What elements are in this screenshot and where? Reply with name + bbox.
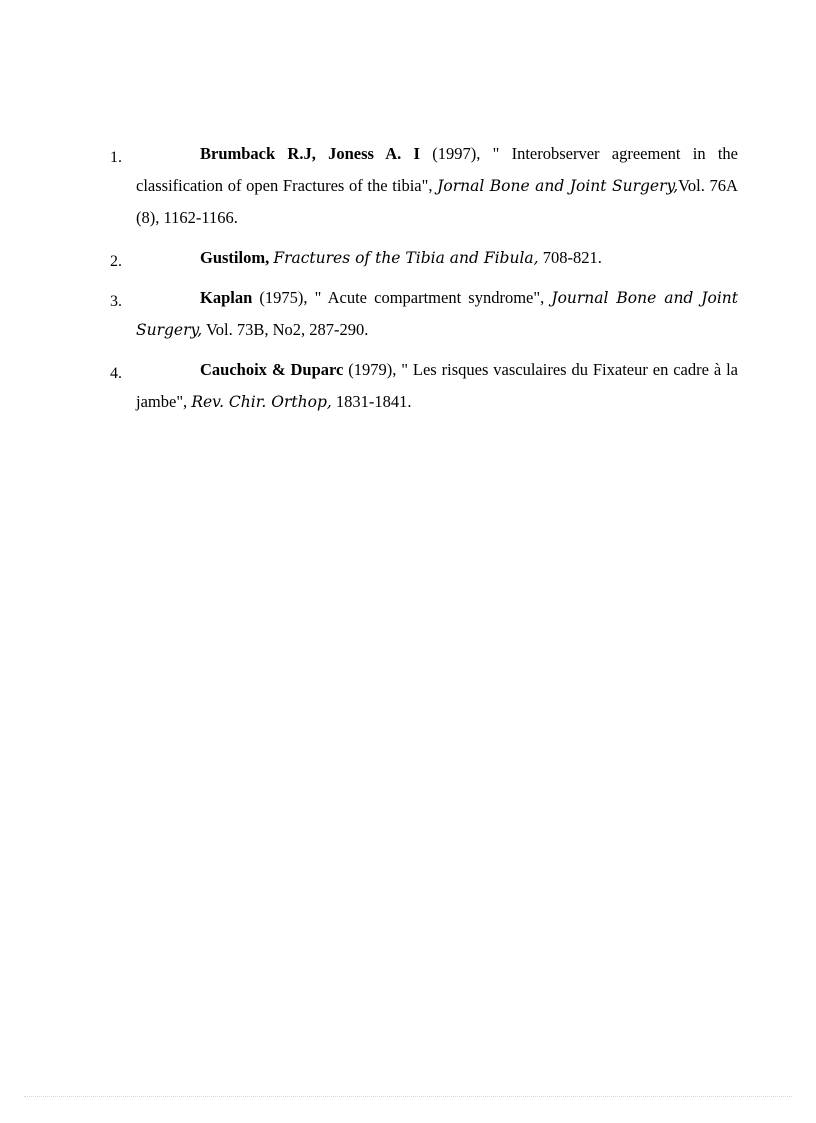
reference-item — [110, 138, 738, 234]
reference-item — [110, 242, 738, 274]
reference-journal: Rev. Chir. Orthop, — [191, 393, 332, 411]
reference-pages: 1831-1841. — [331, 392, 412, 411]
reference-list — [110, 138, 738, 426]
reference-number: 1. — [110, 149, 122, 166]
reference-text — [136, 282, 738, 346]
reference-text — [136, 138, 738, 234]
reference-pages: 708-821. — [538, 248, 602, 267]
reference-details: (1975), " Acute compartment syndrome", — [252, 288, 552, 307]
reference-item — [110, 282, 738, 346]
reference-pages: Vol. 76A (8), 1162-1166. — [136, 176, 738, 227]
reference-details: (1979), " Les risques vasculaires du Fixateur en cadre à la jambe", — [136, 360, 738, 411]
reference-author: Brumback R.J, Joness A. I — [200, 144, 420, 163]
reference-author: Kaplan — [200, 288, 253, 307]
reference-details: (1997), " Interobserver agreement in the classification of open Fractures of the tibia", — [136, 144, 738, 195]
reference-item — [110, 354, 738, 418]
reference-number: 4. — [110, 365, 122, 382]
reference-text — [136, 354, 738, 418]
reference-journal: Journal Bone and Joint Surgery, — [136, 289, 738, 339]
reference-number: 2. — [110, 253, 122, 270]
reference-journal: Fractures of the Tibia and Fibula, — [273, 249, 539, 267]
reference-pages: Vol. 73B, No2, 287-290. — [202, 320, 369, 339]
reference-author: Gustilom, — [200, 248, 270, 267]
reference-text — [136, 242, 738, 274]
reference-journal: Jornal Bone and Joint Surgery, — [437, 177, 679, 195]
reference-number: 3. — [110, 293, 122, 310]
page-bottom-divider — [24, 1096, 792, 1097]
reference-author: Cauchoix & Duparc — [200, 360, 344, 379]
